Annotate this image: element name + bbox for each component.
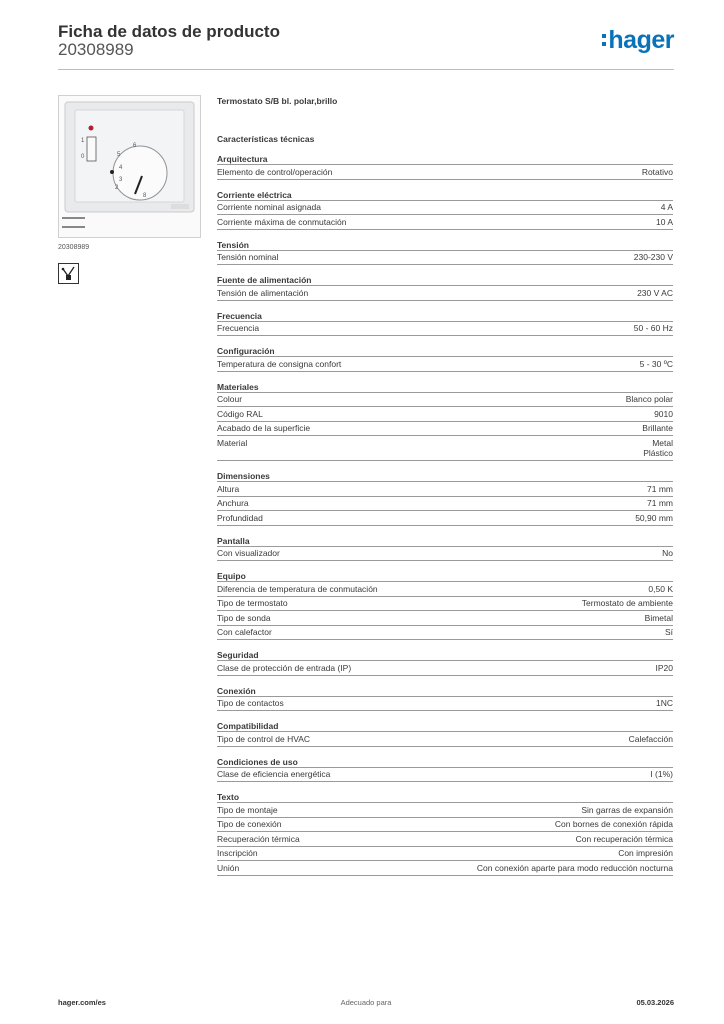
section-title: Compatibilidad bbox=[217, 721, 673, 732]
spec-value bbox=[654, 409, 673, 420]
spec-row bbox=[217, 482, 673, 497]
spec-value-line: 50 - 60 Hz bbox=[633, 323, 673, 333]
spec-row bbox=[217, 511, 673, 526]
hager-logo bbox=[602, 27, 674, 53]
spec-value-line: No bbox=[662, 548, 673, 558]
spec-row bbox=[217, 436, 673, 461]
section-title: Configuración bbox=[217, 346, 673, 357]
footer-date: 05.03.2026 bbox=[636, 998, 674, 1007]
spec-value-line: Con recuperación térmica bbox=[575, 833, 673, 844]
spec-label: Elemento de control/operación bbox=[217, 166, 333, 177]
spec-row bbox=[217, 818, 673, 833]
spec-value-line: 1NC bbox=[655, 698, 673, 708]
spec-value-line: 230-230 V bbox=[633, 252, 673, 262]
section-title: Conexión bbox=[217, 686, 673, 697]
svg-text:3: 3 bbox=[119, 177, 123, 183]
spec-value bbox=[642, 167, 673, 178]
spec-label: Con visualizador bbox=[217, 548, 280, 558]
spec-value bbox=[635, 513, 673, 524]
spec-section bbox=[217, 275, 673, 301]
spec-label: Tipo de contactos bbox=[217, 698, 284, 708]
spec-row bbox=[217, 286, 673, 301]
product-image bbox=[58, 95, 201, 238]
spec-row bbox=[217, 582, 673, 597]
spec-value bbox=[637, 288, 673, 299]
spec-row bbox=[217, 422, 673, 437]
spec-label: Tipo de sonda bbox=[217, 612, 271, 623]
spec-label: Con calefactor bbox=[217, 627, 272, 637]
spec-value bbox=[665, 627, 673, 638]
spec-value-line: Con bornes de conexión rápida bbox=[554, 819, 673, 829]
spec-row bbox=[217, 165, 673, 180]
spec-value-line: 9010 bbox=[654, 408, 673, 419]
spec-value-line: Con conexión aparte para modo reducción nocturna bbox=[476, 862, 673, 873]
spec-section bbox=[217, 792, 673, 876]
spec-value-line: Plástico bbox=[643, 448, 673, 458]
spec-row bbox=[217, 626, 673, 641]
spec-label: Corriente nominal asignada bbox=[217, 202, 321, 212]
spec-label: Profundidad bbox=[217, 512, 263, 523]
section-title: Pantalla bbox=[217, 536, 673, 547]
spec-value bbox=[662, 548, 673, 559]
image-caption: 20308989 bbox=[58, 244, 90, 251]
spec-value bbox=[634, 252, 673, 263]
spec-value bbox=[576, 834, 673, 845]
spec-value-line: 50,90 mm bbox=[635, 512, 673, 523]
section-title: Fuente de alimentación bbox=[217, 275, 673, 286]
spec-row bbox=[217, 547, 673, 562]
spec-row bbox=[217, 251, 673, 266]
spec-label: Temperatura de consigna confort bbox=[217, 358, 342, 369]
spec-label: Tipo de termostato bbox=[217, 598, 288, 608]
spec-label: Recuperación térmica bbox=[217, 833, 300, 844]
spec-row bbox=[217, 861, 673, 876]
spec-label: Altura bbox=[217, 483, 240, 494]
spec-row bbox=[217, 611, 673, 626]
spec-value bbox=[643, 438, 673, 459]
technical-characteristics-title: Características técnicas bbox=[217, 134, 315, 144]
spec-value-line: 71 mm bbox=[647, 498, 673, 508]
spec-value bbox=[634, 323, 673, 334]
spec-section bbox=[217, 311, 673, 337]
spec-label: Material bbox=[217, 437, 248, 448]
spec-section bbox=[217, 471, 673, 526]
section-title: Arquitectura bbox=[217, 154, 673, 165]
spec-row bbox=[217, 732, 673, 747]
spec-section bbox=[217, 382, 673, 462]
footer-suitable-for: Adecuado para bbox=[340, 998, 392, 1007]
spec-value-line: Sí bbox=[664, 627, 673, 637]
spec-value bbox=[477, 863, 673, 874]
spec-section bbox=[217, 757, 673, 783]
spec-section bbox=[217, 240, 673, 266]
spec-section bbox=[217, 686, 673, 712]
section-title: Materiales bbox=[217, 382, 673, 393]
spec-label: Clase de eficiencia energética bbox=[217, 769, 331, 779]
spec-label: Tipo de montaje bbox=[217, 804, 278, 815]
section-title: Texto bbox=[217, 792, 673, 803]
spec-row bbox=[217, 357, 673, 372]
spec-section bbox=[217, 571, 673, 640]
spec-row bbox=[217, 597, 673, 612]
svg-text:0: 0 bbox=[81, 154, 85, 160]
logo-dots-icon bbox=[602, 34, 606, 46]
svg-text:2: 2 bbox=[115, 185, 119, 191]
product-name: Termostato S/B bl. polar,brillo bbox=[217, 96, 338, 106]
document-title: Ficha de datos de producto bbox=[58, 22, 280, 41]
spec-value bbox=[656, 217, 673, 228]
svg-text:6: 6 bbox=[133, 143, 137, 149]
spec-value-line: Bimetal bbox=[644, 612, 673, 623]
spec-section bbox=[217, 721, 673, 747]
spec-label: Tipo de conexión bbox=[217, 819, 282, 829]
spec-value bbox=[555, 819, 673, 830]
spec-label: Tensión de alimentación bbox=[217, 287, 309, 298]
spec-row bbox=[217, 697, 673, 712]
spec-value-line: 10 A bbox=[655, 216, 673, 227]
spec-row bbox=[217, 393, 673, 408]
spec-value-line: 5 - 30 ºC bbox=[639, 358, 673, 369]
spec-label: Anchura bbox=[217, 498, 249, 508]
spec-row bbox=[217, 322, 673, 337]
spec-row bbox=[217, 661, 673, 676]
section-title: Corriente eléctrica bbox=[217, 190, 673, 201]
spec-value-line: I (1%) bbox=[650, 769, 673, 779]
spec-label: Inscripción bbox=[217, 848, 258, 858]
certification-icon bbox=[58, 263, 79, 284]
spec-section bbox=[217, 536, 673, 562]
spec-value bbox=[629, 734, 673, 745]
spec-value bbox=[647, 498, 673, 509]
spec-value bbox=[661, 202, 673, 213]
spec-value-line: 230 V AC bbox=[637, 287, 673, 298]
svg-text:8: 8 bbox=[143, 193, 147, 199]
svg-text:1: 1 bbox=[81, 138, 85, 144]
spec-value bbox=[650, 769, 673, 780]
spec-value bbox=[656, 663, 674, 674]
spec-label: Código RAL bbox=[217, 408, 263, 419]
spec-row bbox=[217, 803, 673, 818]
spec-label: Tensión nominal bbox=[217, 252, 279, 262]
spec-row bbox=[217, 215, 673, 230]
footer-website-link[interactable]: hager.com/es bbox=[58, 998, 106, 1007]
spec-value-line: Calefacción bbox=[628, 733, 673, 744]
spec-table bbox=[217, 96, 673, 886]
spec-value-line: Metal bbox=[652, 437, 673, 448]
spec-value bbox=[647, 484, 673, 495]
spec-section bbox=[217, 650, 673, 676]
spec-value bbox=[642, 423, 673, 434]
spec-value-line: Termostato de ambiente bbox=[581, 598, 673, 608]
spec-value-line: 71 mm bbox=[647, 483, 673, 494]
spec-section bbox=[217, 154, 673, 180]
spec-value bbox=[640, 359, 673, 370]
spec-value-line: Brillante bbox=[642, 423, 673, 433]
spec-value bbox=[656, 698, 673, 709]
spec-row bbox=[217, 832, 673, 847]
spec-label: Acabado de la superficie bbox=[217, 423, 311, 433]
spec-label: Clase de protección de entrada (IP) bbox=[217, 662, 352, 673]
spec-sections bbox=[217, 154, 673, 876]
spec-section bbox=[217, 346, 673, 372]
svg-text:5: 5 bbox=[117, 152, 121, 158]
section-title: Frecuencia bbox=[217, 311, 673, 322]
spec-value bbox=[648, 584, 673, 595]
section-title: Equipo bbox=[217, 571, 673, 582]
spec-row bbox=[217, 768, 673, 783]
spec-value-line: Rotativo bbox=[641, 166, 673, 177]
spec-section bbox=[217, 190, 673, 230]
spec-value bbox=[626, 394, 673, 405]
section-title: Dimensiones bbox=[217, 471, 673, 482]
spec-value bbox=[582, 598, 673, 609]
spec-value-line: Sin garras de expansión bbox=[581, 804, 673, 815]
spec-value bbox=[618, 848, 673, 859]
spec-row bbox=[217, 407, 673, 422]
spec-label: Diferencia de temperatura de conmutación bbox=[217, 583, 378, 594]
section-title: Tensión bbox=[217, 240, 673, 251]
spec-value-line: IP20 bbox=[655, 662, 673, 673]
section-title: Condiciones de uso bbox=[217, 757, 673, 768]
spec-value-line: 4 A bbox=[660, 202, 673, 212]
spec-row bbox=[217, 201, 673, 216]
thermostat-illustration bbox=[59, 96, 200, 237]
spec-value-line: Blanco polar bbox=[625, 394, 673, 404]
spec-value-line: Con impresión bbox=[618, 848, 673, 858]
spec-label: Tipo de control de HVAC bbox=[217, 733, 311, 744]
spec-value bbox=[645, 613, 673, 624]
document-number: 20308989 bbox=[58, 40, 134, 59]
spec-label: Corriente máxima de conmutación bbox=[217, 216, 347, 227]
section-title: Seguridad bbox=[217, 650, 673, 661]
svg-text:4: 4 bbox=[119, 165, 123, 171]
spec-value-line: 0,50 K bbox=[648, 583, 673, 594]
spec-row bbox=[217, 847, 673, 862]
page-header bbox=[58, 22, 674, 70]
logo-text: hager bbox=[608, 26, 674, 54]
spec-label: Frecuencia bbox=[217, 323, 260, 333]
spec-label: Unión bbox=[217, 862, 240, 873]
spec-label: Colour bbox=[217, 394, 243, 404]
spec-value bbox=[581, 805, 673, 816]
spec-row bbox=[217, 497, 673, 512]
